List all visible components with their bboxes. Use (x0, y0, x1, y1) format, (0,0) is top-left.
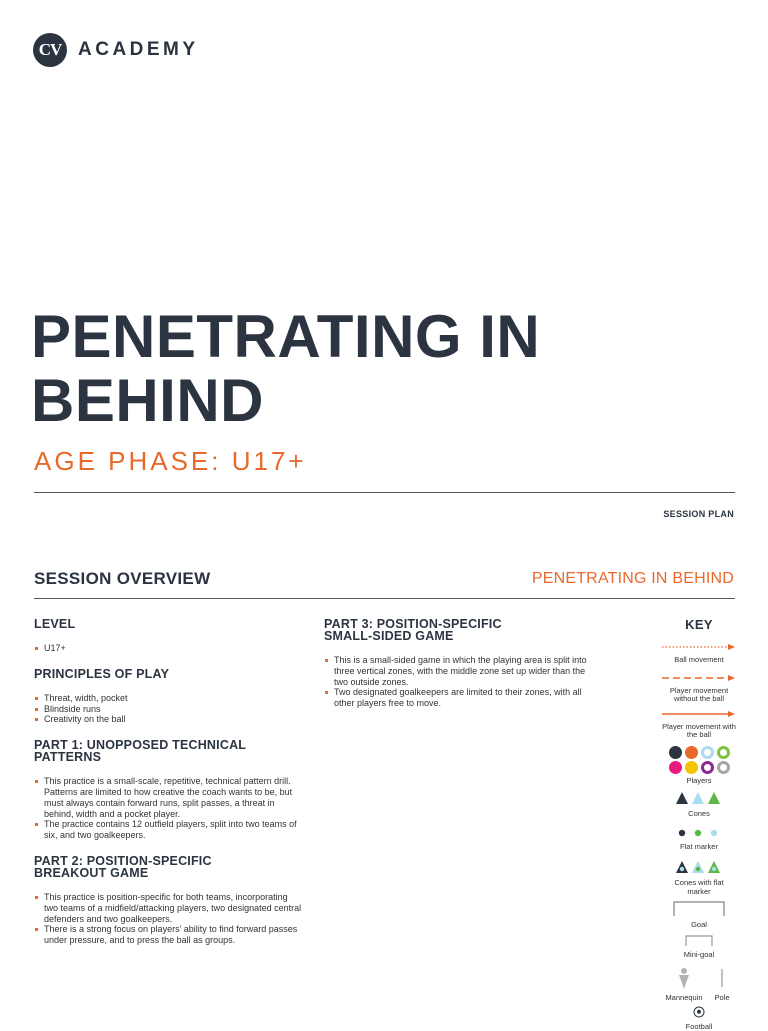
cones-icon (674, 791, 724, 805)
divider-overview (34, 598, 735, 599)
player-movement-with-ball-arrow-icon (662, 710, 736, 718)
list-item: Two designated goalkeepers are limited to their zones, with all other players free to move. (324, 687, 594, 709)
logo-mark: CV (33, 33, 67, 67)
player-dot-icon (701, 761, 714, 774)
mannequin-group (664, 967, 704, 1003)
list-item: This practice is position-specific for both teams, incorporating two teams of a midfield/attacking players, two designated central defenders and two goalkeepers. (34, 892, 304, 924)
key-label-mini-goal: Mini-goal (662, 951, 736, 960)
logo-wordmark: ACADEMY (78, 39, 199, 61)
overview-title: SESSION OVERVIEW (34, 569, 210, 589)
section-heading: PART 2: POSITION-SPECIFIC BREAKOUT GAME (34, 855, 234, 879)
overview-subtitle: PENETRATING IN BEHIND (532, 570, 734, 588)
player-dot-icon (685, 746, 698, 759)
list-item: Threat, width, pocket (34, 693, 304, 704)
right-column (324, 618, 594, 723)
list-item: The practice contains 12 outfield players, split into two teams of six, and two goalkeepers. (34, 819, 304, 841)
player-dot-icon (701, 746, 714, 759)
key-label-pole: Pole (710, 994, 734, 1003)
section-part1 (34, 739, 304, 841)
age-phase: AGE PHASE: U17+ (34, 446, 307, 477)
player-dot-icon (685, 761, 698, 774)
player-dot-icon (717, 761, 730, 774)
section-heading: LEVEL (34, 618, 304, 630)
section-part3 (324, 618, 594, 709)
list-item: There is a strong focus on players’ ability to find forward passes under pressure, and to press the ball as groups. (34, 924, 304, 946)
key-label-players: Players (662, 777, 736, 786)
key-label-player-with-ball: Player movement with the ball (662, 723, 736, 740)
list-item: This is a small-sided game in which the playing area is split into three vertical zones, with the middle zone set up wider than the two outside zones. (324, 655, 594, 687)
cones-with-flat-marker-icon (674, 860, 724, 874)
session-plan-label: SESSION PLAN (663, 509, 734, 519)
players-row-1 (662, 746, 736, 759)
section-heading: PART 1: UNOPPOSED TECHNICAL PATTERNS (34, 739, 274, 763)
list-item: Creativity on the ball (34, 714, 304, 725)
list-item: This practice is a small-scale, repetitive, technical pattern drill. Patterns are limited to how creative the coach wants to be, but must always contain forward runs, split passes, a threat in behind, width and a pocket player. (34, 776, 304, 819)
mini-goal-icon (684, 934, 714, 946)
goal-icon (672, 900, 726, 916)
left-column (34, 618, 304, 960)
key-label-goal: Goal (662, 921, 736, 930)
section-level (34, 618, 304, 654)
section-heading: PRINCIPLES OF PLAY (34, 668, 304, 680)
ball-movement-arrow-icon (662, 643, 736, 651)
key-legend (662, 617, 736, 1031)
key-label-football: Football (662, 1023, 736, 1031)
key-label-flat-marker: Flat marker (662, 843, 736, 852)
player-dot-icon (717, 746, 730, 759)
page-title: PENETRATING IN BEHIND (31, 305, 731, 433)
player-dot-icon (669, 746, 682, 759)
logo (33, 33, 199, 67)
pole-icon (719, 967, 725, 989)
mannequin-icon (676, 967, 692, 989)
players-row-2 (662, 761, 736, 774)
key-label-player-without-ball: Player movement without the ball (662, 687, 736, 704)
section-principles (34, 668, 304, 725)
player-dot-icon (669, 761, 682, 774)
player-movement-without-ball-arrow-icon (662, 674, 736, 682)
football-icon (693, 1006, 705, 1018)
key-label-ball-movement: Ball movement (662, 656, 736, 665)
flat-marker-icon (674, 828, 724, 838)
list-item: U17+ (34, 643, 304, 654)
mannequin-pole-row (662, 967, 736, 1003)
key-title: KEY (662, 617, 736, 632)
pole-group (710, 967, 734, 1003)
section-heading: PART 3: POSITION-SPECIFIC SMALL-SIDED GAME (324, 618, 524, 642)
divider-top (34, 492, 735, 493)
key-label-cones: Cones (662, 810, 736, 819)
key-label-mannequin: Mannequin (664, 994, 704, 1003)
list-item: Blindside runs (34, 704, 304, 715)
key-label-cones-with-flat-marker: Cones with flat marker (662, 879, 736, 896)
section-part2 (34, 855, 304, 946)
